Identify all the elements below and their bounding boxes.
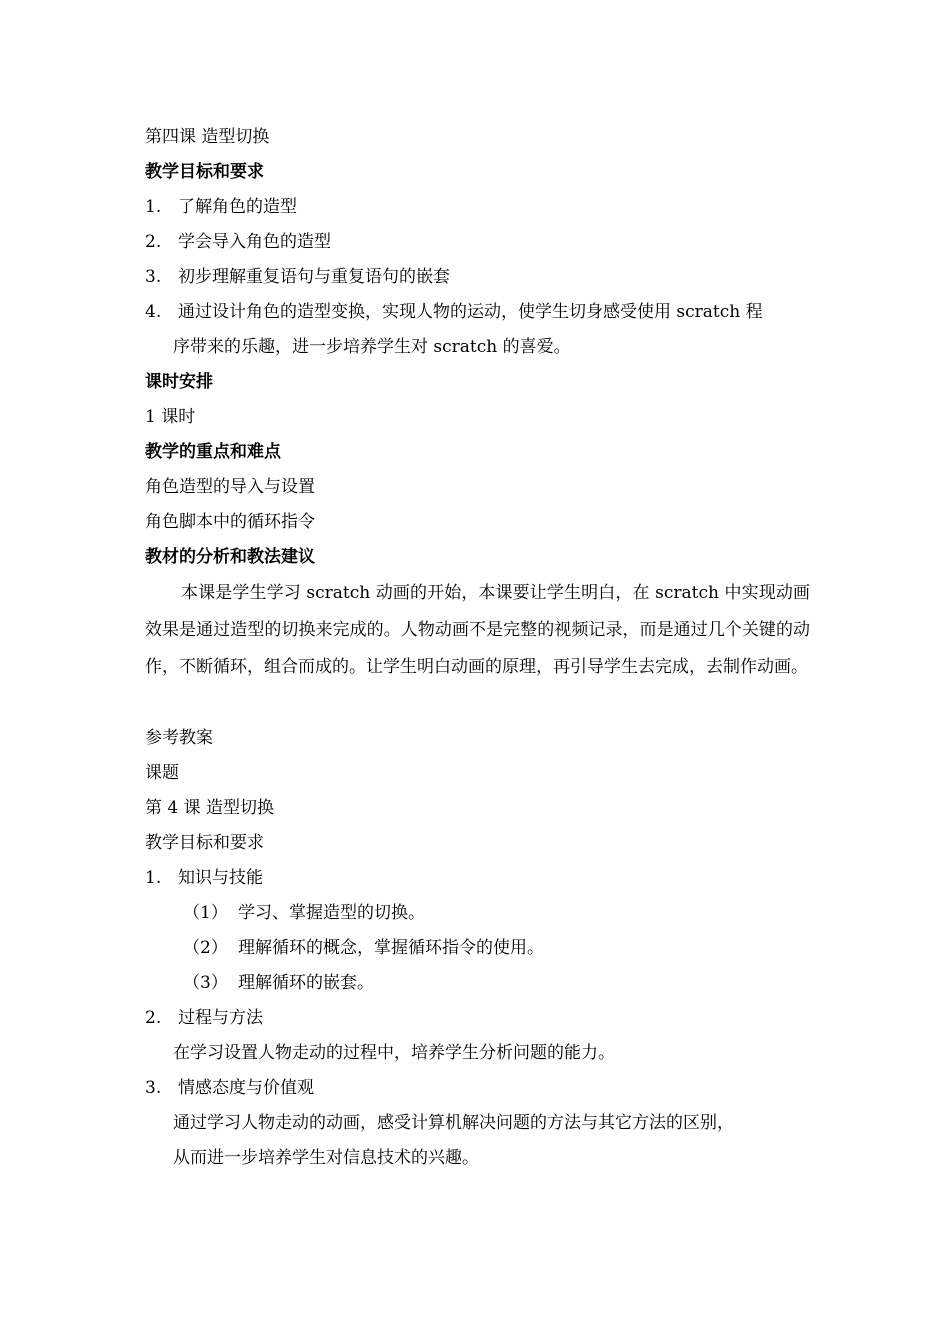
section-heading-keypoints: 教学的重点和难点 [145, 442, 281, 462]
goal-text: 通过学习人物走动的动画，感受计算机解决问题的方法与其它方法的区别， [173, 1113, 734, 1133]
section-heading-analysis: 教材的分析和教法建议 [145, 547, 315, 567]
goal-item: 3. 情感态度与价值观 [145, 1078, 314, 1098]
goal-text: 在学习设置人物走动的过程中，培养学生分析问题的能力。 [173, 1043, 615, 1063]
section-heading-schedule: 课时安排 [145, 372, 213, 392]
list-item: 3. 初步理解重复语句与重复语句的嵌套 [145, 267, 450, 287]
spacer [145, 686, 810, 721]
list-item: 1. 了解角色的造型 [145, 197, 297, 217]
goals-label: 教学目标和要求 [145, 833, 264, 853]
goal-item: 2. 过程与方法 [145, 1008, 263, 1028]
section-heading-goals: 教学目标和要求 [145, 162, 264, 182]
keypoint-line: 角色造型的导入与设置 [145, 477, 315, 497]
list-item: 4. 通过设计角色的造型变换，实现人物的运动，使学生切身感受使用 scratch 程 [145, 302, 763, 322]
topic-label: 课题 [145, 763, 179, 783]
sub-item: （2） 理解循环的概念，掌握循环指令的使用。 [183, 938, 544, 958]
lesson-title: 第四课 造型切换 [145, 127, 270, 147]
keypoint-line: 角色脚本中的循环指令 [145, 512, 315, 532]
analysis-paragraph: 本课是学生学习 scratch 动画的开始，本课要让学生明白，在 scratch 中实现动画效果是通过造型的切换来完成的。人物动画不是完整的视频记录，而是通过几个关键的动作，不断循环，组合而成的。让学生明白动画的原理，再引导学生去完成，去制作动画。 [145, 583, 810, 677]
document-page [145, 120, 810, 1176]
schedule-text: 1 课时 [145, 407, 196, 427]
list-item-continuation: 序带来的乐趣，进一步培养学生对 scratch 的喜爱。 [173, 337, 571, 357]
goal-item: 1. 知识与技能 [145, 868, 263, 888]
sub-item: （1） 学习、掌握造型的切换。 [183, 903, 425, 923]
sub-item: （3） 理解循环的嵌套。 [183, 973, 374, 993]
goal-text: 从而进一步培养学生对信息技术的兴趣。 [173, 1148, 479, 1168]
list-item: 2. 学会导入角色的造型 [145, 232, 331, 252]
reference-label: 参考教案 [145, 728, 213, 748]
topic-title: 第 4 课 造型切换 [145, 798, 275, 818]
